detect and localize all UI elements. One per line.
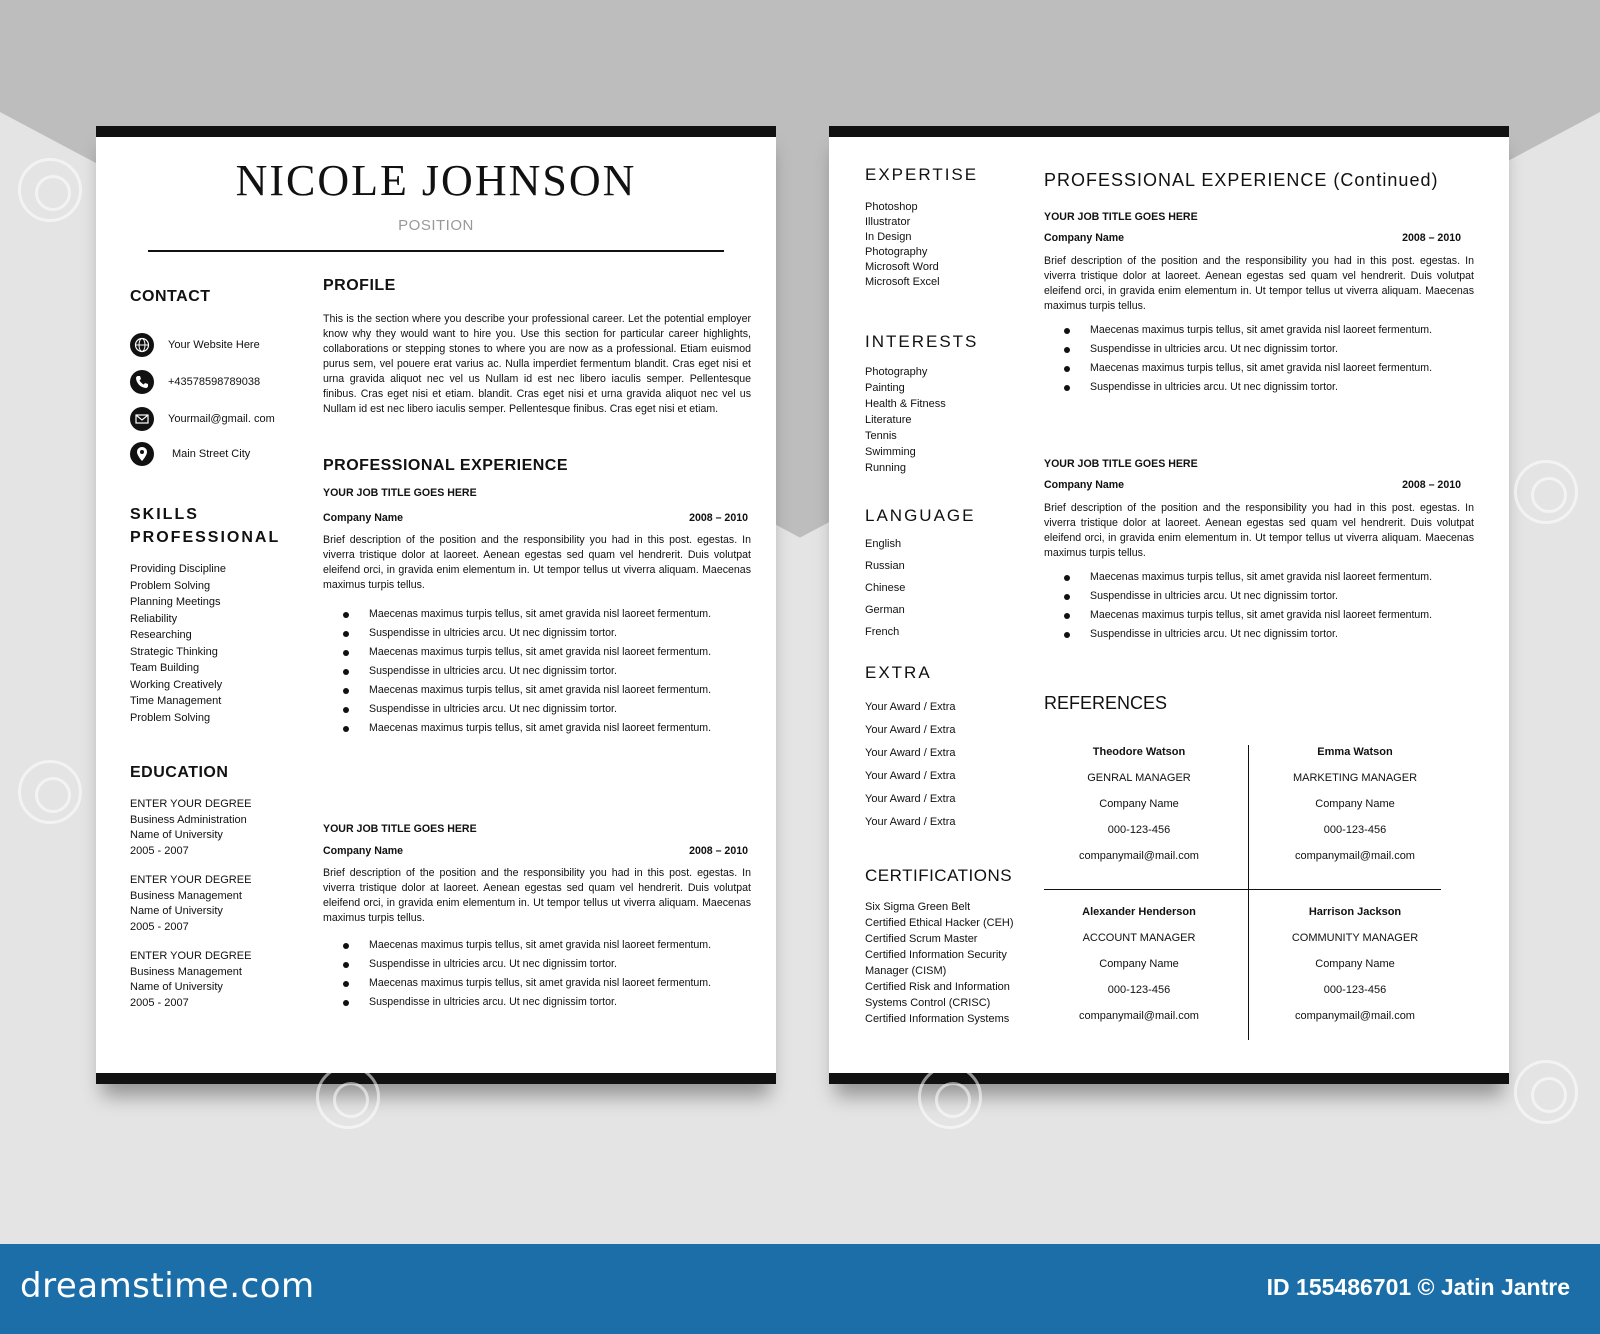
list-item: Certified Information Security bbox=[865, 949, 1007, 961]
list-item: Suspendisse in ultricies arcu. Ut nec dignissim tortor. bbox=[343, 995, 713, 1010]
job-description: Brief description of the position and the responsibility you had in this post. egestas. In viverra tristique dolor at laoreet. Aenean egestas sed quam vel hendrerit. Duis volutpat eleifend orci, in gravida enim elementum in. Ut tempor tellus ut viverra aliquam. Maecenas maximus turpis tellus. bbox=[323, 534, 751, 591]
job-bullets bbox=[343, 607, 713, 740]
company-name: Company Name bbox=[323, 845, 404, 857]
company-name: Company Name bbox=[1044, 479, 1125, 491]
list-item: French bbox=[865, 626, 900, 638]
profile-text: This is the section where you describe your professional career. Let the potential employer know why they would want to hire you. Use this section for particular career highlights, collaborations or stepping stones to where you are now as a professional. Etiam euismod purus sem, vel pouere erat varius ac. Nulla imperdiet fermentum blandit. Cras eget nisi et urna gravida aliquot nec vel us Nullam id est nec libero iaculis semper. Pellentesque finibus. Cras eget nisi et etiam. blandit. Cras eget nisi et urna gravida aliquot nec vel us Nullam id est nec libero iaculis semper. Pellentesque finibus. Cras eget nisi et etiam. bbox=[323, 313, 751, 415]
watermark-icon bbox=[18, 158, 82, 222]
reference-phone: 000-123-456 bbox=[1323, 824, 1387, 836]
certifications-title: CERTIFICATIONS bbox=[865, 866, 1013, 885]
profile-title: PROFILE bbox=[323, 277, 396, 294]
list-item: German bbox=[865, 604, 905, 616]
email-text: Yourmail@gmail. com bbox=[168, 413, 275, 425]
list-item: Maecenas maximus turpis tellus, sit amet gravida nisl laoreet fermentum. bbox=[1064, 323, 1434, 338]
list-item: Your Award / Extra bbox=[865, 747, 956, 759]
watermark-icon bbox=[18, 760, 82, 824]
education-entry bbox=[130, 797, 251, 859]
list-item: Suspendisse in ultricies arcu. Ut nec dignissim tortor. bbox=[1064, 342, 1434, 357]
stock-footer-bar bbox=[0, 1244, 1600, 1334]
reference-email: companymail@mail.com bbox=[1295, 850, 1415, 862]
references-title: REFERENCES bbox=[1044, 693, 1168, 713]
list-item: Swimming bbox=[865, 446, 916, 458]
reference-card bbox=[1034, 899, 1244, 1029]
job-years: 2008 – 2010 bbox=[689, 512, 748, 524]
skills-title: SKILLS bbox=[130, 506, 199, 523]
job-years: 2008 – 2010 bbox=[1402, 479, 1461, 491]
list-item: Photography bbox=[865, 366, 928, 378]
education-entry bbox=[130, 873, 251, 935]
list-item: Russian bbox=[865, 560, 905, 572]
reference-company: Company Name bbox=[1099, 958, 1179, 970]
location-icon bbox=[130, 442, 154, 466]
watermark-icon bbox=[316, 1065, 380, 1129]
reference-company: Company Name bbox=[1315, 958, 1395, 970]
reference-card bbox=[1034, 739, 1244, 869]
reference-card bbox=[1250, 739, 1460, 869]
address-text: Main Street City bbox=[172, 448, 251, 460]
stock-brand-logo[interactable]: dreamstime.com bbox=[20, 1266, 315, 1306]
list-item: Certified Ethical Hacker (CEH) bbox=[865, 917, 1014, 929]
candidate-name: NICOLE JOHNSON bbox=[235, 156, 637, 205]
degree: ENTER YOUR DEGREE bbox=[130, 798, 252, 810]
school: Name of University bbox=[130, 981, 223, 993]
list-item: Chinese bbox=[865, 582, 906, 594]
list-item: Health & Fitness bbox=[865, 398, 946, 410]
watermark-icon bbox=[1514, 460, 1578, 524]
watermark-icon bbox=[1514, 1060, 1578, 1124]
field: Business Administration bbox=[130, 813, 247, 826]
list-item: Suspendisse in ultricies arcu. Ut nec dignissim tortor. bbox=[343, 664, 713, 679]
list-item: Running bbox=[865, 462, 906, 474]
experience-title: PROFESSIONAL EXPERIENCE bbox=[323, 457, 569, 474]
image-credit: ID 155486701 © Jatin Jantre bbox=[1266, 1274, 1570, 1300]
list-item: In Design bbox=[865, 231, 912, 243]
list-item: Maecenas maximus turpis tellus, sit amet gravida nisl laoreet fermentum. bbox=[343, 976, 713, 991]
school: Name of University bbox=[130, 829, 223, 841]
job-bullets bbox=[1064, 570, 1434, 646]
extra-list bbox=[865, 696, 956, 834]
list-item: Suspendisse in ultricies arcu. Ut nec dignissim tortor. bbox=[343, 957, 713, 972]
reference-company: Company Name bbox=[1315, 798, 1395, 810]
contact-phone bbox=[130, 370, 260, 394]
experience-continued-title: PROFESSIONAL EXPERIENCE (Continued) bbox=[1044, 170, 1439, 190]
reference-name: Emma Watson bbox=[1317, 746, 1393, 758]
list-item: Suspendisse in ultricies arcu. Ut nec dignissim tortor. bbox=[1064, 380, 1434, 395]
reference-role: ACCOUNT MANAGER bbox=[1082, 932, 1196, 944]
list-item: Systems Control (CRISC) bbox=[865, 997, 991, 1009]
reference-name: Alexander Henderson bbox=[1082, 906, 1196, 918]
education-entry bbox=[130, 949, 251, 1011]
job-bullets bbox=[1064, 323, 1434, 399]
list-item: Your Award / Extra bbox=[865, 770, 956, 782]
list-item: Maecenas maximus turpis tellus, sit amet gravida nisl laoreet fermentum. bbox=[343, 607, 713, 622]
contact-email bbox=[130, 407, 275, 431]
job-description: Brief description of the position and the responsibility you had in this post. egestas. In viverra tristique dolor at laoreet. Aenean egestas sed quam vel hendrerit. Duis volutpat eleifend orci, in gravida enim elementum in. Ut tempor tellus ut viverra aliquam. Maecenas maximus turpis tellus. bbox=[323, 867, 751, 924]
list-item: Certified Risk and Information bbox=[865, 981, 1010, 993]
list-item: Photoshop bbox=[865, 201, 918, 213]
job-title: YOUR JOB TITLE GOES HERE bbox=[323, 487, 477, 499]
list-item: Manager (CISM) bbox=[865, 965, 947, 977]
company-name: Company Name bbox=[1044, 232, 1125, 244]
skills-list bbox=[130, 561, 226, 726]
contact-title: CONTACT bbox=[130, 288, 211, 305]
job-bullets bbox=[343, 938, 713, 1014]
reference-card bbox=[1250, 899, 1460, 1029]
reference-name: Theodore Watson bbox=[1092, 746, 1186, 758]
list-item: Suspendisse in ultricies arcu. Ut nec dignissim tortor. bbox=[343, 702, 713, 717]
reference-phone: 000-123-456 bbox=[1107, 984, 1171, 996]
expertise-list bbox=[865, 200, 940, 290]
list-item: Your Award / Extra bbox=[865, 793, 956, 805]
degree: ENTER YOUR DEGREE bbox=[130, 950, 252, 962]
company-name: Company Name bbox=[323, 512, 404, 524]
list-item: Providing Discipline bbox=[130, 563, 226, 575]
education-title: EDUCATION bbox=[130, 764, 229, 781]
job-description: Brief description of the position and the responsibility you had in this post. egestas. In viverra tristique dolor at laoreet. Aenean egestas sed quam vel hendrerit. Duis volutpat eleifend orci, in gravida enim elementum in. Ut tempor tellus ut viverra aliquam. Maecenas maximus turpis tellus. bbox=[1044, 255, 1474, 312]
school: Name of University bbox=[130, 905, 223, 917]
list-item: Maecenas maximus turpis tellus, sit amet gravida nisl laoreet fermentum. bbox=[1064, 608, 1434, 623]
reference-company: Company Name bbox=[1099, 798, 1179, 810]
years: 2005 - 2007 bbox=[130, 996, 189, 1009]
reference-email: companymail@mail.com bbox=[1079, 1010, 1199, 1022]
candidate-position: POSITION bbox=[398, 217, 474, 234]
job-title: YOUR JOB TITLE GOES HERE bbox=[1044, 211, 1198, 223]
field: Business Management bbox=[130, 889, 242, 902]
list-item: Illustrator bbox=[865, 216, 911, 228]
list-item: Strategic Thinking bbox=[130, 645, 218, 658]
list-item: Working Creatively bbox=[130, 678, 223, 691]
reference-phone: 000-123-456 bbox=[1323, 984, 1387, 996]
job-title: YOUR JOB TITLE GOES HERE bbox=[323, 823, 477, 835]
interests-title: INTERESTS bbox=[865, 332, 979, 351]
list-item: Microsoft Excel bbox=[865, 276, 940, 288]
years: 2005 - 2007 bbox=[130, 844, 189, 857]
list-item: Maecenas maximus turpis tellus, sit amet gravida nisl laoreet fermentum. bbox=[343, 721, 713, 736]
globe-icon bbox=[130, 333, 154, 357]
field: Business Management bbox=[130, 965, 242, 978]
list-item: Microsoft Word bbox=[865, 261, 939, 273]
list-item: Suspendisse in ultricies arcu. Ut nec dignissim tortor. bbox=[1064, 627, 1434, 642]
list-item: Literature bbox=[865, 414, 912, 426]
list-item: Time Management bbox=[130, 695, 222, 707]
list-item: Certified Scrum Master bbox=[865, 933, 978, 945]
job-years: 2008 – 2010 bbox=[1402, 232, 1461, 244]
header-divider bbox=[148, 250, 724, 252]
resume-page-2 bbox=[829, 126, 1509, 1084]
list-item: Maecenas maximus turpis tellus, sit amet gravida nisl laoreet fermentum. bbox=[1064, 361, 1434, 376]
reference-role: COMMUNITY MANAGER bbox=[1291, 932, 1419, 944]
interests-list bbox=[865, 364, 946, 476]
reference-role: MARKETING MANAGER bbox=[1292, 772, 1418, 784]
resume-page-1 bbox=[96, 126, 776, 1084]
degree: ENTER YOUR DEGREE bbox=[130, 874, 252, 886]
contact-address bbox=[130, 442, 250, 466]
certifications-list bbox=[865, 899, 1014, 1027]
reference-role: GENRAL MANAGER bbox=[1087, 772, 1191, 784]
list-item: Your Award / Extra bbox=[865, 701, 956, 713]
list-item: Certified Information Systems bbox=[865, 1013, 1010, 1025]
list-item: Tennis bbox=[865, 430, 897, 442]
language-title: LANGUAGE bbox=[865, 506, 976, 525]
list-item: Reliability bbox=[130, 612, 178, 625]
job-years: 2008 – 2010 bbox=[689, 845, 748, 857]
reference-email: companymail@mail.com bbox=[1079, 850, 1199, 862]
extra-title: EXTRA bbox=[865, 663, 932, 682]
list-item: Maecenas maximus turpis tellus, sit amet gravida nisl laoreet fermentum. bbox=[343, 683, 713, 698]
job-title: YOUR JOB TITLE GOES HERE bbox=[1044, 458, 1198, 470]
mail-icon bbox=[130, 407, 154, 431]
phone-icon bbox=[130, 370, 154, 394]
list-item: Maecenas maximus turpis tellus, sit amet gravida nisl laoreet fermentum. bbox=[343, 938, 713, 953]
list-item: Your Award / Extra bbox=[865, 724, 956, 736]
list-item: Problem Solving bbox=[130, 579, 211, 592]
list-item: Planning Meetings bbox=[130, 596, 221, 608]
list-item: Maecenas maximus turpis tellus, sit amet gravida nisl laoreet fermentum. bbox=[343, 645, 713, 660]
list-item: Problem Solving bbox=[130, 711, 211, 724]
reference-name: Harrison Jackson bbox=[1308, 906, 1402, 918]
references-divider-vertical bbox=[1248, 745, 1249, 1040]
reference-phone: 000-123-456 bbox=[1107, 824, 1171, 836]
list-item: Team Building bbox=[130, 662, 200, 674]
list-item: Six Sigma Green Belt bbox=[865, 901, 971, 913]
contact-website bbox=[130, 333, 260, 357]
skills-subtitle: PROFESSIONAL bbox=[130, 529, 281, 546]
references-divider-horizontal bbox=[1044, 889, 1441, 890]
list-item: Your Award / Extra bbox=[865, 816, 956, 828]
list-item: Maecenas maximus turpis tellus, sit amet gravida nisl laoreet fermentum. bbox=[1064, 570, 1434, 585]
language-list bbox=[865, 533, 905, 643]
list-item: English bbox=[865, 538, 902, 550]
watermark-icon bbox=[918, 1065, 982, 1129]
reference-email: companymail@mail.com bbox=[1295, 1010, 1415, 1022]
job-description: Brief description of the position and the responsibility you had in this post. egestas. In viverra tristique dolor at laoreet. Aenean egestas sed quam vel hendrerit. Duis volutpat eleifend orci, in gravida enim elementum in. Ut tempor tellus ut viverra aliquam. Maecenas maximus turpis tellus. bbox=[1044, 502, 1474, 559]
list-item: Suspendisse in ultricies arcu. Ut nec dignissim tortor. bbox=[1064, 589, 1434, 604]
years: 2005 - 2007 bbox=[130, 920, 189, 933]
website-text: Your Website Here bbox=[168, 339, 260, 351]
expertise-title: EXPERTISE bbox=[865, 165, 979, 184]
list-item: Photography bbox=[865, 246, 928, 258]
list-item: Suspendisse in ultricies arcu. Ut nec dignissim tortor. bbox=[343, 626, 713, 641]
list-item: Researching bbox=[130, 629, 192, 641]
phone-text: +43578598789038 bbox=[168, 376, 261, 388]
list-item: Painting bbox=[865, 382, 905, 394]
